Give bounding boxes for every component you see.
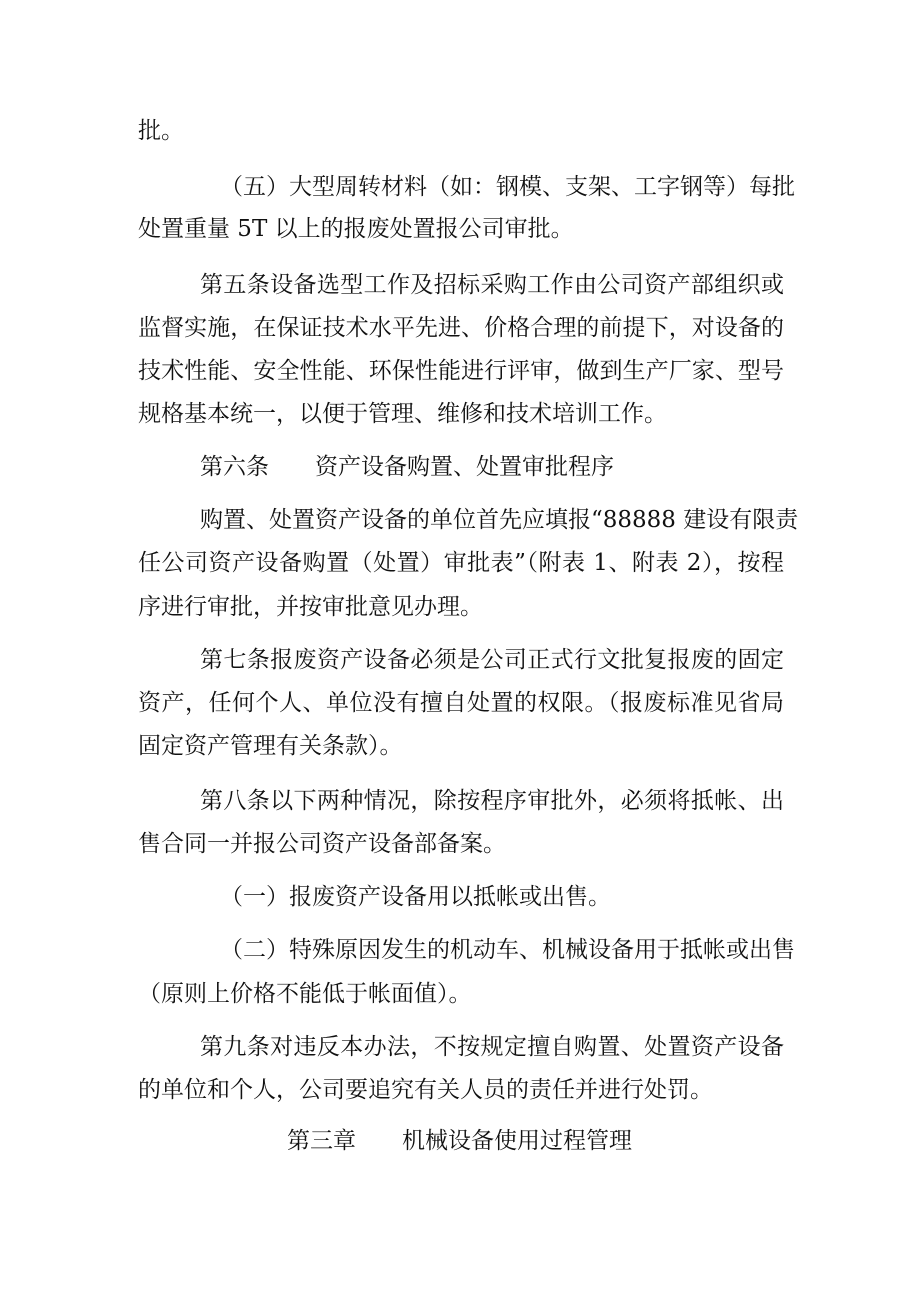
text-line-4: 第五条设备选型工作及招标采购工作由公司资产部组织或	[200, 272, 784, 298]
text-line-3: 处置重量 5T 以上的报废处置报公司审批。	[138, 216, 574, 242]
text-line-12: 第七条报废资产设备必须是公司正式行文批复报废的固定	[200, 647, 784, 673]
text-line-18: （二）特殊原因发生的机动车、机械设备用于抵帐或出售	[220, 937, 795, 963]
text-line-9: 购置、处置资产设备的单位首先应填报“88888 建设有限责	[200, 507, 799, 533]
text-line-10: 任公司资产设备购置（处置）审批表”（附表 1、附表 2），按程	[138, 550, 784, 576]
text-line-15: 第八条以下两种情况，除按程序审批外，必须将抵帐、出	[200, 788, 784, 814]
text-line-6: 技术性能、安全性能、环保性能进行评审，做到生产厂家、型号	[138, 358, 784, 384]
text-line-7: 规格基本统一，以便于管理、维修和技术培训工作。	[138, 401, 667, 427]
text-line-19: （原则上价格不能低于帐面值）。	[138, 981, 472, 1007]
text-line-16: 售合同一并报公司资产设备部备案。	[138, 831, 506, 857]
text-line-17: （一）报废资产设备用以抵帐或出售。	[220, 884, 611, 910]
text-line-11: 序进行审批，并按审批意见办理。	[138, 594, 483, 620]
text-line-14: 固定资产管理有关条款）。	[138, 733, 403, 759]
text-line-21: 的单位和个人，公司要追究有关人员的责任并进行处罚。	[138, 1077, 713, 1103]
text-line-2: （五）大型周转材料（如：钢模、支架、工字钢等）每批	[220, 174, 795, 200]
text-line-13: 资产，任何个人、单位没有擅自处置的权限。（报废标准见省局	[138, 690, 784, 716]
text-line-1: 批。	[138, 118, 184, 144]
text-line-5: 监督实施，在保证技术水平先进、价格合理的前提下，对设备的	[138, 315, 784, 341]
section-heading-article-6: 第六条 资产设备购置、处置审批程序	[200, 454, 614, 480]
text-line-20: 第九条对违反本办法，不按规定擅自购置、处置资产设备	[200, 1034, 784, 1060]
chapter-heading: 第三章 机械设备使用过程管理	[287, 1128, 632, 1154]
